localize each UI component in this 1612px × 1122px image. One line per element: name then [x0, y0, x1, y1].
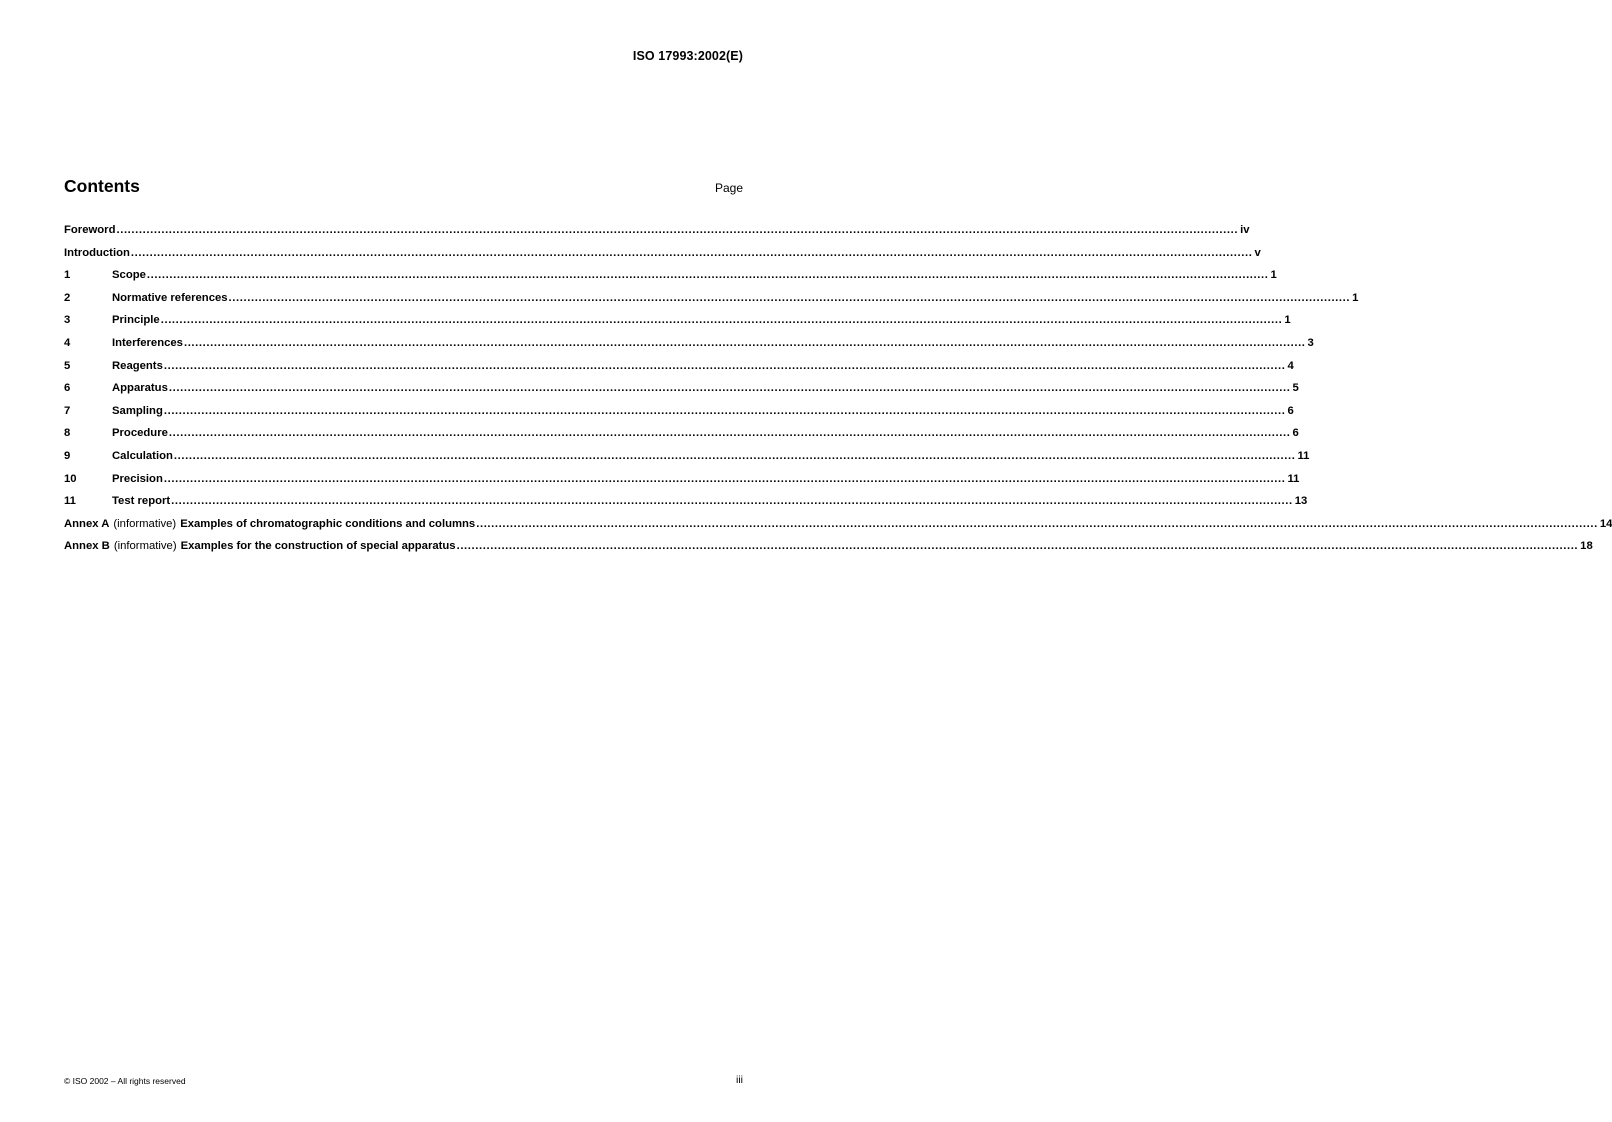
toc-entry-title: Principle	[112, 314, 160, 327]
toc-entry-page: 14	[1599, 517, 1612, 530]
toc-entry-number: 1	[64, 269, 71, 282]
contents-heading: Contents	[64, 176, 140, 196]
toc-entry-page: v	[1254, 246, 1261, 259]
toc-entry-principle[interactable]	[64, 314, 1291, 337]
table-of-contents	[64, 224, 1612, 563]
toc-entry-number: 2	[64, 291, 71, 304]
toc-entry-sampling[interactable]	[64, 404, 1294, 428]
toc-entry-title: Interferences	[112, 336, 183, 349]
toc-entry-number: 10	[64, 472, 77, 485]
toc-entry-title: Procedure	[112, 427, 168, 440]
toc-entry-page: 11	[1297, 449, 1310, 462]
toc-entry-number: 3	[64, 314, 71, 327]
toc-entry-title: Precision	[112, 472, 163, 485]
toc-entry-page: 6	[1292, 427, 1299, 440]
dot-leader: ............................................................................................................................................................................................................................................................................................................	[173, 449, 1296, 462]
dot-leader: ............................................................................................................................................................................................................................................................................................................	[476, 517, 1598, 530]
annex-note: (informative)	[113, 517, 177, 530]
toc-entry-apparatus[interactable]	[64, 382, 1299, 405]
toc-entry-reagents[interactable]	[64, 359, 1294, 383]
toc-entry-calculation[interactable]	[64, 449, 1310, 473]
document-code: ISO 17993:2002(E)	[632, 49, 743, 63]
toc-entry-scope[interactable]	[64, 269, 1277, 292]
toc-entry-page: 1	[1352, 291, 1359, 304]
annex-note: (informative)	[113, 540, 177, 553]
toc-entry-title: Scope	[112, 269, 146, 282]
dot-leader: ............................................................................................................................................................................................................................................................................................................	[171, 495, 1293, 508]
annex-label: Annex B	[64, 540, 110, 553]
toc-entry-title: Apparatus	[112, 382, 168, 395]
toc-entry-annex-a[interactable]	[64, 517, 1612, 541]
toc-entry-page: 1	[1284, 314, 1291, 327]
toc-entry-normative-references[interactable]	[64, 291, 1359, 315]
toc-entry-title: Foreword	[64, 224, 116, 236]
toc-entry-precision[interactable]	[64, 472, 1300, 496]
toc-entry-number: 11	[64, 495, 76, 508]
page-number: iii	[736, 1074, 743, 1086]
toc-entry-page: iv	[1240, 224, 1250, 236]
toc-entry-title: Calculation	[112, 449, 173, 462]
toc-entry-title: Test report	[112, 495, 171, 508]
toc-entry-number: 6	[64, 382, 71, 395]
toc-entry-number: 9	[64, 449, 71, 462]
dot-leader: ............................................................................................................................................................................................................................................................................................................	[160, 314, 1283, 327]
dot-leader: ............................................................................................................................................................................................................................................................................................................	[168, 427, 1291, 440]
toc-entry-page: 1	[1270, 269, 1277, 282]
dot-leader: ............................................................................................................................................................................................................................................................................................................	[130, 246, 1253, 259]
annex-title: Examples of chromatographic conditions and columns	[180, 517, 476, 530]
toc-entry-test-report[interactable]	[64, 495, 1308, 518]
dot-leader: ............................................................................................................................................................................................................................................................................................................	[146, 269, 1269, 282]
dot-leader: ............................................................................................................................................................................................................................................................................................................	[228, 291, 1351, 304]
toc-entry-number: 4	[64, 336, 71, 349]
toc-entry-procedure[interactable]	[64, 427, 1299, 450]
toc-entry-title: Sampling	[112, 404, 163, 417]
annex-title: Examples for the construction of special apparatus	[180, 540, 456, 553]
toc-entry-page: 6	[1287, 404, 1294, 417]
page-column-label: Page	[714, 181, 743, 195]
dot-leader: ............................................................................................................................................................................................................................................................................................................	[168, 382, 1291, 395]
toc-entry-interferences[interactable]	[64, 336, 1314, 360]
toc-entry-number: 8	[64, 427, 71, 440]
toc-entry-page: 5	[1292, 382, 1299, 395]
toc-entry-page: 3	[1307, 336, 1314, 349]
dot-leader: ............................................................................................................................................................................................................................................................................................................	[163, 472, 1286, 485]
toc-entry-annex-b[interactable]	[64, 540, 1593, 563]
toc-entry-page: 13	[1294, 495, 1308, 508]
toc-entry-page: 18	[1580, 540, 1593, 553]
toc-entry-foreword[interactable]	[64, 224, 1250, 247]
toc-entry-title: Reagents	[112, 359, 163, 372]
toc-entry-number: 7	[64, 404, 71, 417]
annex-label: Annex A	[64, 517, 110, 530]
toc-entry-number: 5	[64, 359, 71, 372]
dot-leader: ............................................................................................................................................................................................................................................................................................................	[163, 404, 1286, 417]
dot-leader: ............................................................................................................................................................................................................................................................................................................	[163, 359, 1286, 372]
toc-entry-page: 11	[1287, 472, 1300, 485]
toc-entry-title: Introduction	[64, 246, 130, 259]
toc-entry-title: Normative references	[112, 291, 228, 304]
toc-entry-page: 4	[1287, 359, 1294, 372]
dot-leader: ............................................................................................................................................................................................................................................................................................................	[456, 540, 1579, 553]
dot-leader: ............................................................................................................................................................................................................................................................................................................	[116, 224, 1239, 236]
copyright-notice: © ISO 2002 – All rights reserved	[64, 1076, 186, 1086]
dot-leader: ............................................................................................................................................................................................................................................................................................................	[183, 336, 1306, 349]
toc-entry-introduction[interactable]	[64, 246, 1261, 270]
